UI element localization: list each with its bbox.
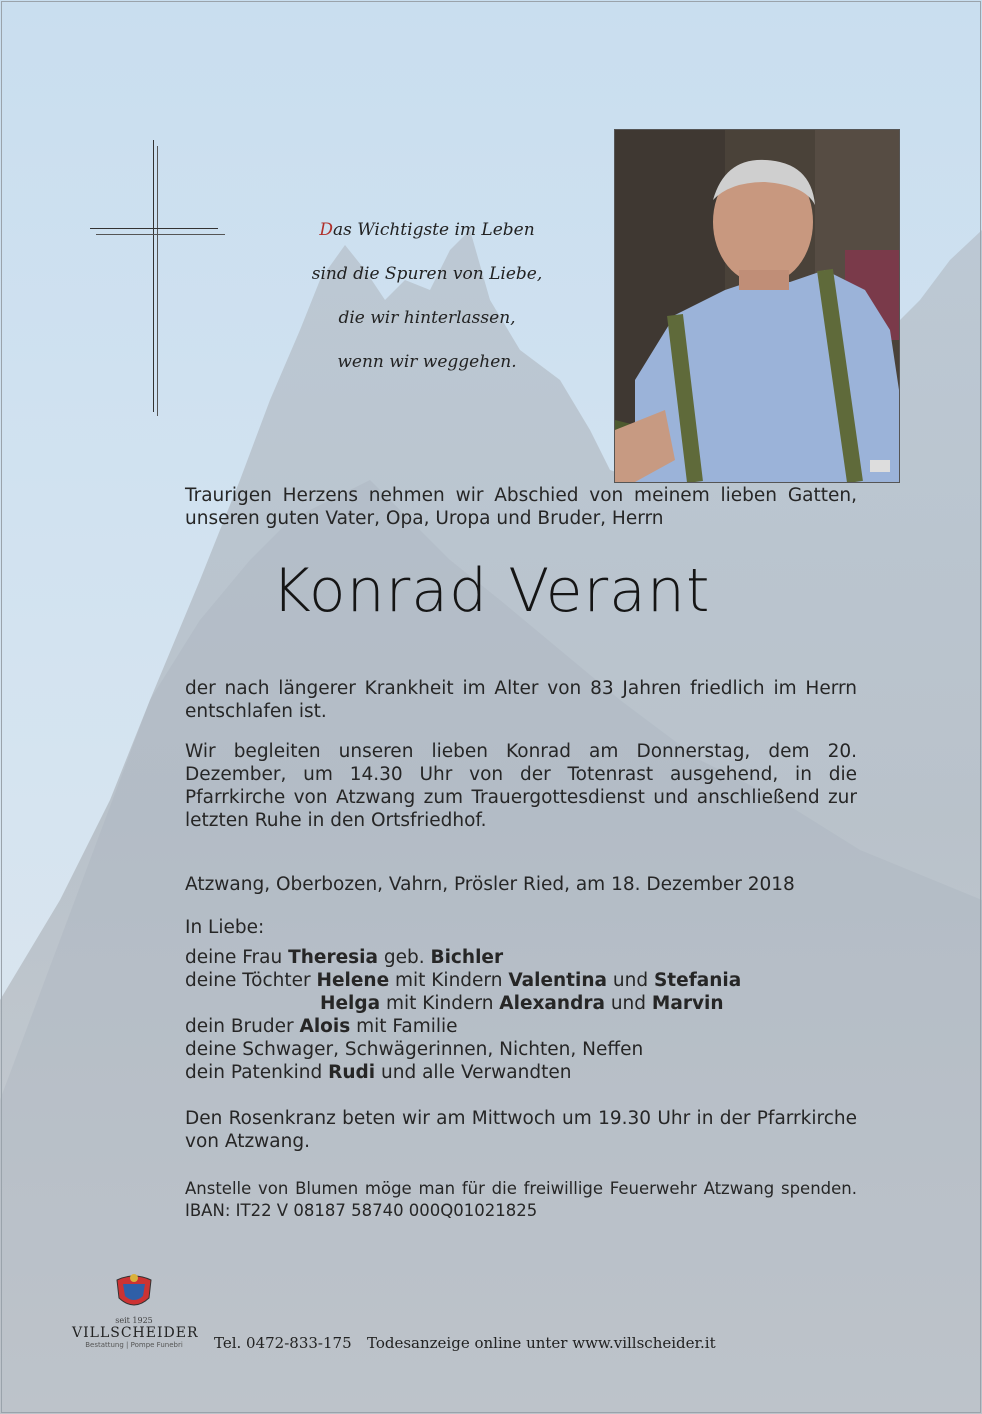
cross-icon — [90, 140, 225, 420]
mourners-list — [185, 916, 857, 1084]
logo-sub: Bestattung | Pompe Funebri — [85, 1341, 183, 1349]
crest-icon — [109, 1270, 159, 1314]
donation-text: Anstelle von Blumen möge man für die freiwillige Feuerwehr Atzwang spenden. IBAN: IT22 V 08187 58740 000Q01021825 — [185, 1179, 857, 1220]
funeral-home-logo — [72, 1270, 199, 1362]
logo-name: VILLSCHEIDER — [72, 1325, 199, 1341]
place-date: Atzwang, Oberbozen, Vahrn, Prösler Ried, am 18. Dezember 2018 — [185, 874, 795, 895]
mourner-daughter-1: deine Töchter Helene mit Kindern Valentina und Stefania — [185, 970, 742, 991]
mourners-heading: In Liebe: — [185, 917, 265, 938]
intro-text: Traurigen Herzens nehmen wir Abschied von meinem lieben Gatten, unseren guten Vater, Opa, Uropa und Bruder, Herrn — [185, 485, 857, 529]
mourner-brother: dein Bruder Alois mit Familie — [185, 1016, 458, 1037]
rosary-text: Den Rosenkranz beten wir am Mittwoch um 19.30 Uhr in der Pfarrkirche von Atzwang. — [185, 1108, 857, 1152]
death-text: der nach längerer Krankheit im Alter von 83 Jahren friedlich im Herrn entschlafen ist. — [185, 678, 857, 722]
footer-phone: Tel. 0472-833-175 — [214, 1334, 352, 1352]
mourner-daughter-2: Helga mit Kindern Alexandra und Marvin — [320, 993, 724, 1014]
mourner-godchild: dein Patenkind Rudi und alle Verwandten — [185, 1062, 572, 1083]
mourner-wife: deine Frau Theresia geb. Bichler — [185, 947, 504, 968]
footer-website: Todesanzeige online unter www.villscheider.it — [367, 1334, 716, 1352]
poem-line-3: die wir hinterlassen, — [338, 308, 516, 328]
logo-since: seit 1925 — [115, 1316, 153, 1325]
poem-line-1: Das Wichtigste im Leben — [319, 220, 535, 240]
funeral-text: Wir begleiten unseren lieben Konrad am Donnerstag, dem 20. Dezember, um 14.30 Uhr von der Totenrast ausgehend, in die Pfarrkirche von Atzwang zum Trauergottesdienst und anschließend zur letzten Ruhe in den Ortsfriedhof. — [185, 741, 857, 831]
poem-line-4: wenn wir weggehen. — [337, 352, 517, 372]
poem-line-2: sind die Spuren von Liebe, — [311, 264, 543, 284]
portrait-photo — [614, 129, 900, 483]
deceased-name: Konrad Verant — [271, 556, 711, 626]
mourner-inlaws: deine Schwager, Schwägerinnen, Nichten, Neffen — [185, 1039, 644, 1060]
poem — [262, 208, 592, 384]
